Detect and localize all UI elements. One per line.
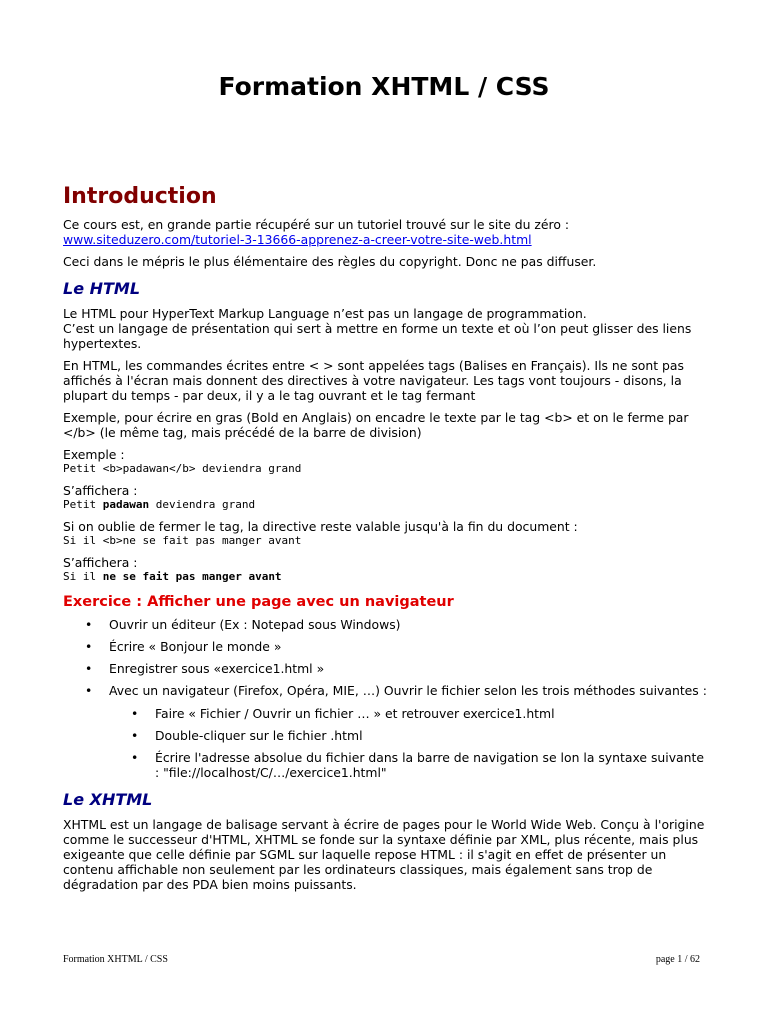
bullet-icon: • — [131, 750, 139, 765]
intro-paragraph-1: Ce cours est, en grande partie récupéré sur un tutoriel trouvé sur le site du zéro : — [63, 217, 570, 232]
example-2-result-label: S’affichera : — [63, 555, 138, 570]
footer-title: Formation XHTML / CSS — [63, 954, 168, 965]
example-2 — [63, 519, 711, 547]
html-heading: Le HTML — [63, 279, 141, 298]
siteduzero-link[interactable]: www.siteduzero.com/tutoriel-3-13666-apprenez-a-creer-votre-site-web.html — [63, 232, 532, 247]
example-2-result — [63, 555, 711, 583]
exercise-heading: Exercice : Afficher une page avec un navigateur — [63, 594, 454, 610]
xhtml-paragraph-1: XHTML est un langage de balisage servant à écrire de pages pour le World Wide Web. Conçu à l'origine comme le successeur d'HTML, XHTML se fonde sur la syntaxe définie par XML, plus récente, mais plus exigeante que celle définie par SGML sur laquelle repose HTML : il s'agit en effet de présenter un contenu affichable non seulement par les ordinateurs classiques, mais également sans trop de dégradation par des PDA bien moins puissants. — [63, 817, 705, 892]
html-paragraph-2: En HTML, les commandes écrites entre < > sont appelées tags (Balises en Français). Ils ne sont pas affichés à l'écran mais donnent des directives à votre navigateur. Les tags vont toujours - disons, la plupart du temps - par deux, il y a le tag ouvrant et le tag fermant — [63, 358, 684, 403]
list-item: • Ouvrir un éditeur (Ex : Notepad sous Windows) — [85, 617, 401, 632]
html-paragraph-3: Exemple, pour écrire en gras (Bold en Anglais) on encadre le texte par le tag <b> et on le ferme par </b> (le même tag, mais précédé de la barre de division) — [63, 410, 689, 440]
document-body — [63, 183, 711, 899]
example-1 — [63, 447, 711, 475]
bullet-icon: • — [131, 706, 139, 721]
example-1-result-label: S’affichera : — [63, 483, 138, 498]
list-item: • Écrire l'adresse absolue du fichier dans la barre de navigation se lon la syntaxe suivante : "file://localhost/C/…/exercice1.html" — [131, 750, 704, 780]
example-2-result-code: Si il ne se fait pas manger avant — [63, 570, 282, 583]
bullet-icon: • — [85, 683, 93, 698]
list-item: • Enregistrer sous «exercice1.html » — [85, 661, 325, 676]
example-2-code: Si il <b>ne se fait pas manger avant — [63, 534, 302, 547]
example-1-result-code: Petit padawan deviendra grand — [63, 498, 256, 511]
example-1-label: Exemple : — [63, 447, 125, 462]
bullet-icon: • — [85, 639, 93, 654]
html-paragraph-1b: C’est un langage de présentation qui sert à mettre en forme un texte et où l’on peut glisser des liens hypertextes. — [63, 321, 692, 351]
introduction-heading: Introduction — [63, 184, 217, 209]
exercise-sublist — [109, 706, 711, 780]
intro-paragraph-2: Ceci dans le mépris le plus élémentaire des règles du copyright. Donc ne pas diffuser. — [63, 254, 597, 269]
bullet-icon: • — [85, 617, 93, 632]
exercise-list — [63, 617, 711, 780]
bullet-icon: • — [85, 661, 93, 676]
html-paragraph-1a: Le HTML pour HyperText Markup Language n’est pas un langage de programmation. — [63, 306, 587, 321]
list-item: • Écrire « Bonjour le monde » — [85, 639, 282, 654]
example-2-label: Si on oublie de fermer le tag, la directive reste valable jusqu'à la fin du document : — [63, 519, 578, 534]
bullet-icon: • — [131, 728, 139, 743]
example-1-result — [63, 483, 711, 511]
xhtml-heading: Le XHTML — [63, 790, 153, 809]
list-item: • Faire « Fichier / Ouvrir un fichier … » et retrouver exercice1.html — [131, 706, 555, 721]
document-title: Formation XHTML / CSS — [218, 72, 550, 101]
page-number: page 1 / 62 — [655, 954, 700, 965]
example-1-code: Petit <b>padawan</b> deviendra grand — [63, 462, 302, 475]
list-item: • Double-cliquer sur le fichier .html — [131, 728, 363, 743]
list-item: • Avec un navigateur (Firefox, Opéra, MIE, …) Ouvrir le fichier selon les trois méthodes suivantes : • Faire « Fichier / Ouvrir un fichier … » et retrouver exercice1.html • Double-cliquer sur le fichier .html • Écrire l'adresse absolue du fichier dans la barre de navigation se lon la syntaxe suivante : "file://localhost/C/…/exercice1.html" — [85, 683, 711, 780]
